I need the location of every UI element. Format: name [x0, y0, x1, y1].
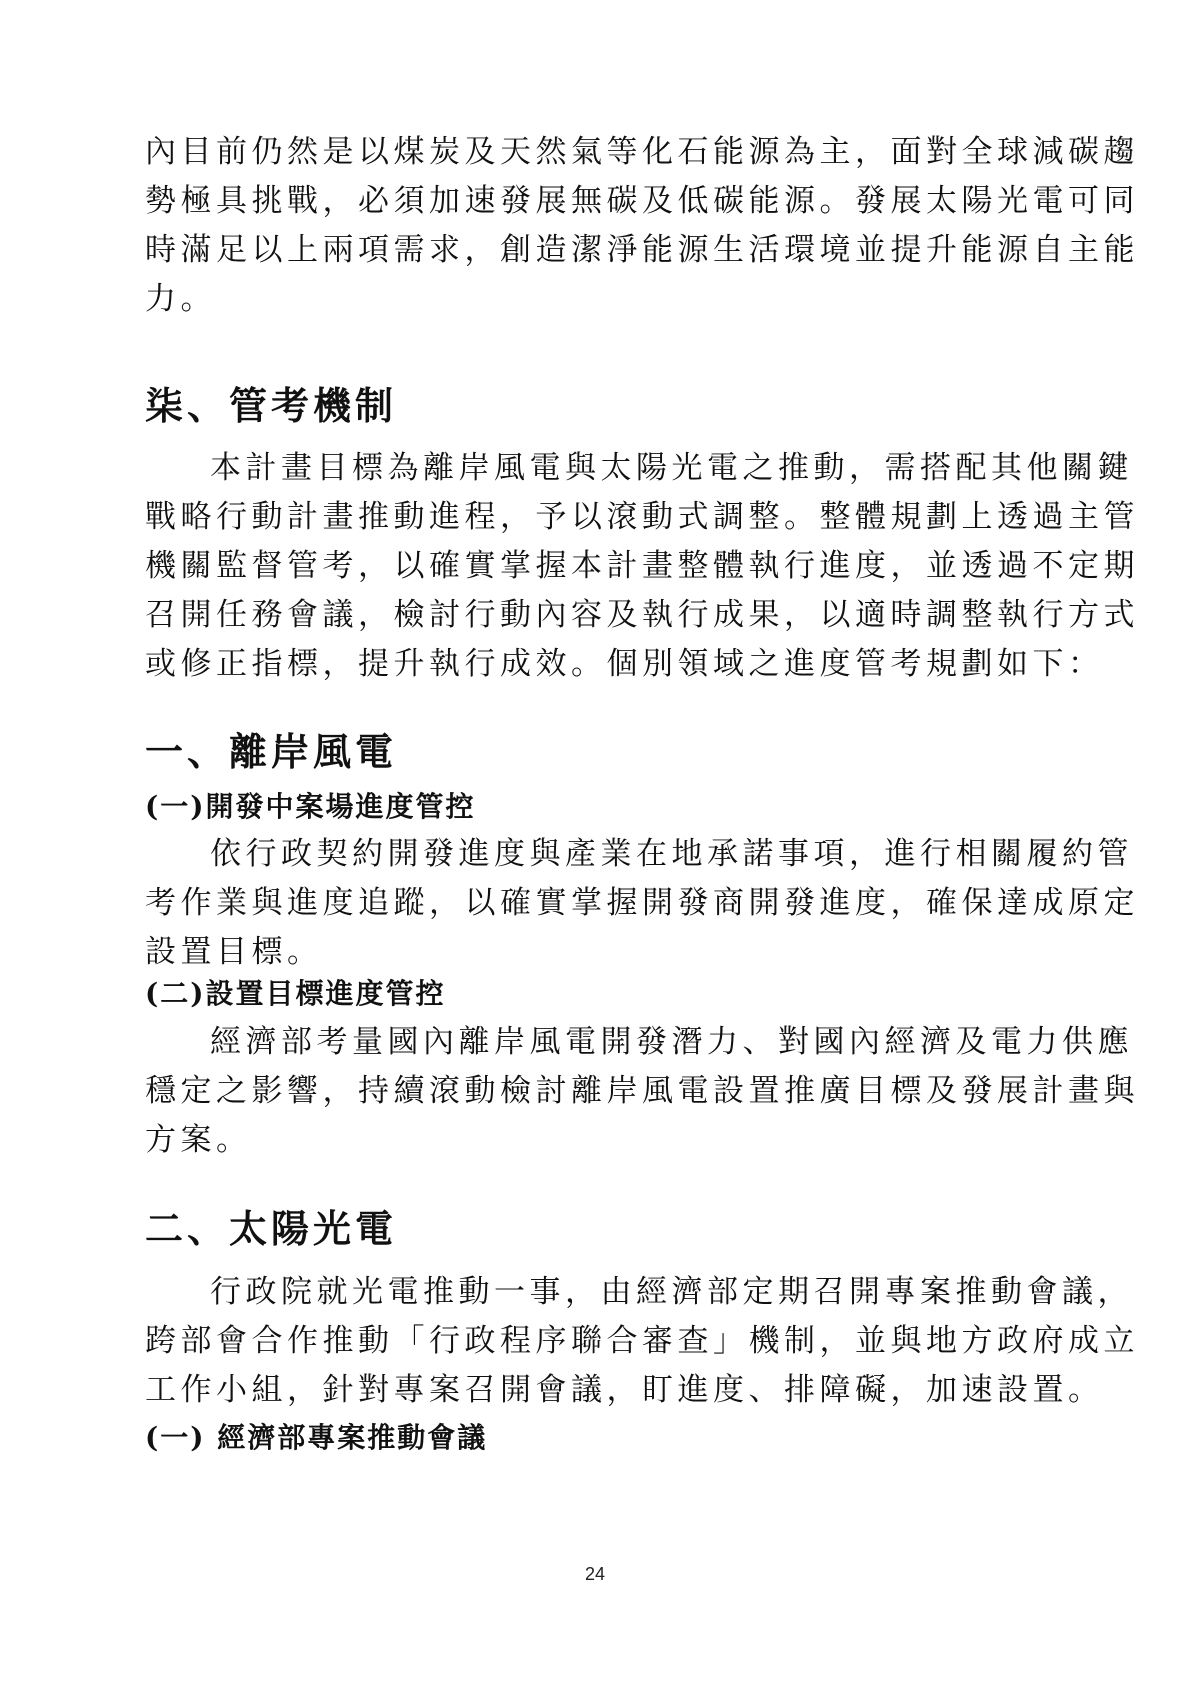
management-paragraph: [145, 444, 1139, 689]
project-progress-paragraph: [145, 830, 1139, 977]
page-number: 24: [584, 1564, 606, 1584]
paragraph-line: 或修正指標，提升執行成效。個別領域之進度管考規劃如下：: [145, 646, 1104, 682]
paragraph-line: 設置目標。: [145, 934, 323, 970]
target-progress-paragraph: [145, 1018, 1139, 1165]
paragraph-line: 依行政契約開發進度與產業在地承諾事項，進行相關履約管: [210, 836, 1133, 872]
paragraph-line: 跨部會合作推動「行政程序聯合審查」機制，並與地方政府成立: [145, 1323, 1139, 1359]
paragraph-line: 勢極具挑戰，必須加速發展無碳及低碳能源。發展太陽光電可同: [145, 183, 1139, 219]
intro-paragraph: [145, 128, 1139, 324]
paragraph-line: 經濟部考量國內離岸風電開發潛力、對國內經濟及電力供應: [210, 1024, 1133, 1060]
paragraph-line: 方案。: [145, 1122, 252, 1158]
paragraph-line: 機關監督管考，以確實掌握本計畫整體執行進度，並透過不定期: [145, 548, 1139, 584]
subheading-moea-meeting: (一) 經濟部專案推動會議: [145, 1421, 488, 1454]
paragraph-line: 穩定之影響，持續滾動檢討離岸風電設置推廣目標及發展計畫與: [145, 1073, 1139, 1109]
paragraph-line: 工作小組，針對專案召開會議，盯進度、排障礙，加速設置。: [145, 1372, 1104, 1408]
paragraph-line: 戰略行動計畫推動進程，予以滾動式調整。整體規劃上透過主管: [145, 499, 1139, 535]
paragraph-line: 考作業與進度追蹤，以確實掌握開發商開發進度，確保達成原定: [145, 885, 1139, 921]
subheading-project-progress: (一)開發中案場進度管控: [145, 790, 476, 823]
paragraph-line: 召開任務會議，檢討行動內容及執行成果，以適時調整執行方式: [145, 597, 1139, 633]
section-heading-management: 柒、管考機制: [145, 383, 398, 428]
paragraph-line: 力。: [145, 281, 216, 317]
section-heading-offshore-wind: 一、離岸風電: [145, 729, 398, 774]
paragraph-line: 內目前仍然是以煤炭及天然氣等化石能源為主，面對全球減碳趨: [145, 134, 1139, 170]
solar-paragraph: [145, 1268, 1139, 1415]
section-heading-solar: 二、太陽光電: [145, 1206, 398, 1251]
subheading-target-progress: (二)設置目標進度管控: [145, 977, 446, 1010]
paragraph-line: 時滿足以上兩項需求，創造潔淨能源生活環境並提升能源自主能: [145, 232, 1139, 268]
paragraph-line: 行政院就光電推動一事，由經濟部定期召開專案推動會議，: [210, 1274, 1133, 1310]
paragraph-line: 本計畫目標為離岸風電與太陽光電之推動，需搭配其他關鍵: [210, 450, 1133, 486]
